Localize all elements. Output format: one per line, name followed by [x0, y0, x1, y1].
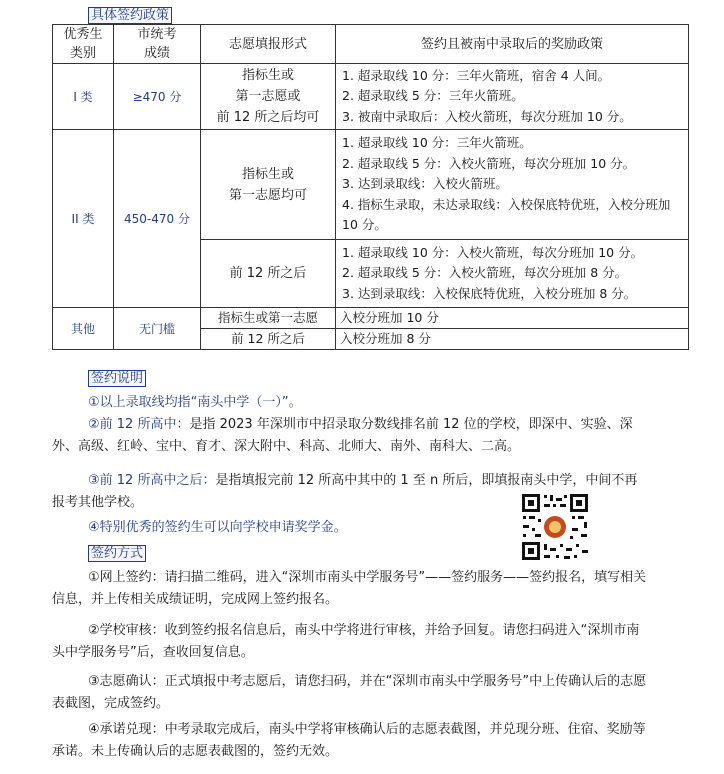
method-item-2: ②学校审核：收到签约报名信息后，南头中学将进行审核，并给予回复。请您扫码进入“深圳市南头中学服务号”后，查收回复信息。 — [52, 623, 640, 660]
table-row — [53, 130, 689, 240]
note-item-3-text: 是指填报完前 12 所高中其中的 1 至 n 所后，即填报南头中学，中间不再报考其他学校。 — [52, 473, 638, 510]
reward-cell: 入校分班加 10 分 — [336, 308, 689, 329]
reward-cell: 1. 超录取线 10 分：三年火箭班。 2. 超录取线 5 分：入校火箭班，每次分班加 10 分。 3. 达到录取线：入校火箭班。 4. 指标生录取，未达录取线：入校保底特优班，入校分班加 10 分。 — [336, 130, 689, 240]
category-cell: 其他 — [53, 308, 114, 350]
policy-title: 具体签约政策 — [88, 7, 172, 24]
header-category: 优秀生 类别 — [53, 25, 114, 64]
note-item-2 — [52, 414, 652, 457]
reward-cell: 入校分班加 8 分 — [336, 329, 689, 350]
category-cell: I 类 — [53, 64, 114, 130]
policy-table — [52, 24, 689, 350]
form-cell: 指标生或 第一志愿均可 — [201, 130, 336, 240]
header-reward: 签约且被南中录取后的奖励政策 — [336, 25, 689, 64]
table-row — [53, 64, 689, 130]
table-header-row — [53, 25, 689, 64]
method-item-4: ④承诺兑现：中考录取完成后，南头中学将审核确认后的志愿表截图，并兑现分班、住宿、奖励等承诺。未上传确认后的志愿表截图的，签约无效。 — [52, 722, 646, 759]
note-item-1: ①以上录取线均指“南头中学（一）”。 — [88, 395, 302, 410]
score-cell: 无门槛 — [114, 308, 201, 350]
header-form: 志愿填报形式 — [201, 25, 336, 64]
note-item-4: ④特别优秀的签约生可以向学校申请奖学金。 — [88, 520, 347, 535]
table-row — [53, 308, 689, 329]
reward-cell: 1. 超录取线 10 分：三年火箭班，宿舍 4 人间。 2. 超录取线 5 分：三年火箭班。 3. 被南中录取后：入校火箭班，每次分班加 10 分。 — [336, 64, 689, 130]
method-item-3: ③志愿确认：正式填报中考志愿后，请您扫码，并在“深圳市南头中学服务号”中上传确认后的志愿表截图，完成签约。 — [52, 674, 647, 711]
form-cell: 指标生或 第一志愿或 前 12 所之后均可 — [201, 64, 336, 130]
methods-title: 签约方式 — [88, 545, 146, 562]
note-item-2-lead: ②前 12 所高中： — [88, 417, 190, 432]
form-cell: 指标生或第一志愿 — [201, 308, 336, 329]
reward-cell: 1. 超录取线 10 分：入校火箭班，每次分班加 10 分。 2. 超录取线 5 分：入校火箭班，每次分班加 8 分。 3. 达到录取线：入校保底特优班，入校分班加 8 分。 — [336, 240, 689, 308]
note-item-2-text: 是指 2023 年深圳市中招录取分数线排名前 12 位的学校，即深中、实验、深外、高级、红岭、宝中、育才、深大附中、科高、北师大、南外、南科大、二高。 — [52, 417, 633, 454]
form-cell: 前 12 所之后 — [201, 329, 336, 350]
score-cell: ≥470 分 — [114, 64, 201, 130]
header-score: 市统考 成绩 — [114, 25, 201, 64]
note-item-3-lead: ③前 12 所高中之后： — [88, 473, 216, 488]
form-cell: 前 12 所之后 — [201, 240, 336, 308]
qr-code-icon[interactable] — [520, 492, 590, 562]
method-item-1: ①网上签约：请扫描二维码，进入“深圳市南头中学服务号”——签约服务——签约报名，填写相关信息，并上传相关成绩证明，完成网上签约报名。 — [52, 570, 647, 607]
score-cell: 450-470 分 — [114, 130, 201, 308]
category-cell: II 类 — [53, 130, 114, 308]
notes-title: 签约说明 — [88, 370, 146, 387]
